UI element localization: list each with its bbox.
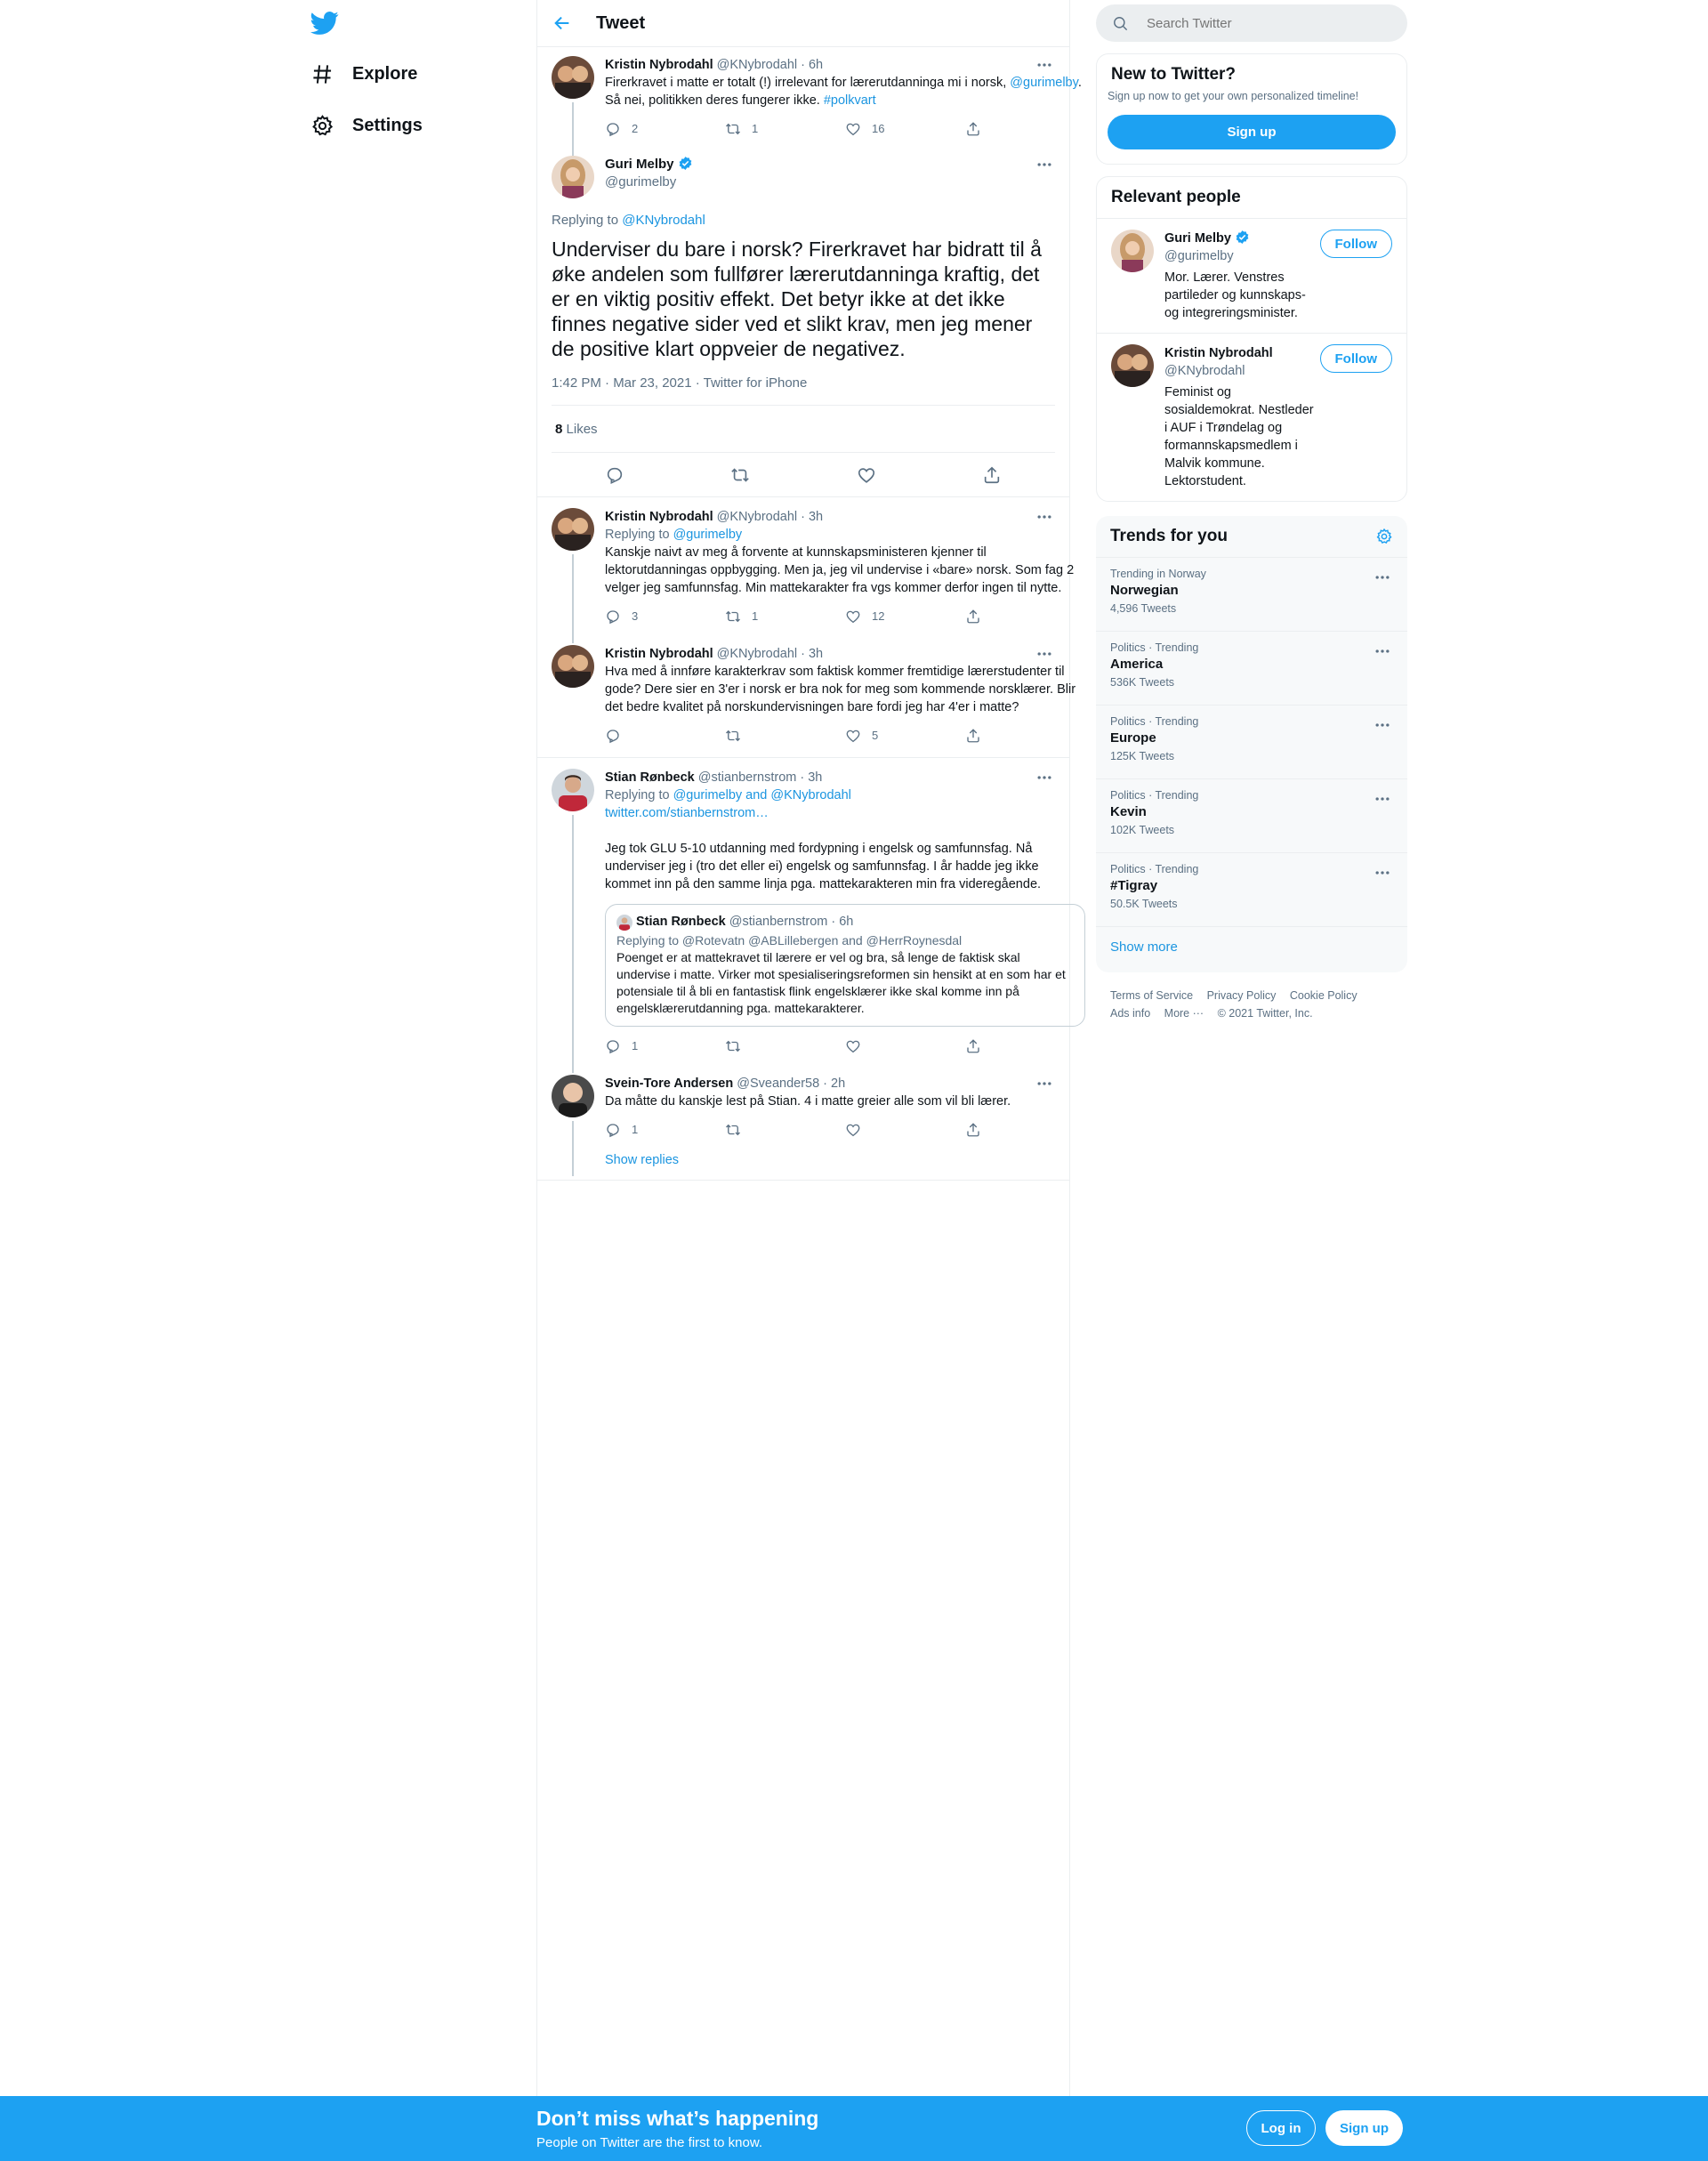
more-icon xyxy=(1035,645,1053,663)
more-options-button[interactable] xyxy=(1034,508,1055,526)
terms-link[interactable]: Terms of Service xyxy=(1110,989,1194,1002)
trend-count: 125K Tweets xyxy=(1110,750,1175,762)
more-options-button[interactable] xyxy=(1372,864,1393,882)
trend-item[interactable] xyxy=(1096,778,1407,852)
author-name[interactable]: Kristin Nybrodahl xyxy=(605,58,713,72)
log-in-button[interactable]: Log in xyxy=(1246,2110,1316,2146)
card-subtitle: Sign up now to get your own personalized timeline! xyxy=(1108,90,1359,102)
reply-icon xyxy=(605,728,621,744)
verified-badge-icon xyxy=(1235,230,1250,245)
card-title: Trends for you xyxy=(1110,527,1228,545)
author-handle: @stianbernstrom xyxy=(729,915,828,929)
nav-settings-label: Settings xyxy=(352,115,423,135)
footer-links xyxy=(1096,972,1407,1036)
author-handle[interactable]: @KNybrodahl xyxy=(716,58,798,72)
mention-link[interactable]: @gurimelby xyxy=(1010,76,1078,90)
tweet-actions xyxy=(605,1114,1085,1146)
heart-icon xyxy=(845,728,861,744)
share-icon xyxy=(965,609,981,625)
avatar[interactable] xyxy=(552,56,594,99)
tweet-time[interactable]: · 3h xyxy=(801,647,824,661)
card-title: New to Twitter? xyxy=(1111,65,1237,84)
thread-dots xyxy=(572,1146,574,1171)
like-count: 12 xyxy=(872,609,885,623)
heart-icon[interactable] xyxy=(857,465,876,485)
gear-icon xyxy=(310,114,334,138)
ads-info-link[interactable]: Ads info xyxy=(1110,1007,1151,1020)
avatar[interactable] xyxy=(552,508,594,551)
tweet-actions xyxy=(605,113,1085,145)
share-icon xyxy=(965,728,981,744)
more-options-button[interactable] xyxy=(1034,156,1055,173)
avatar-column xyxy=(552,769,594,1062)
more-link[interactable]: More ··· xyxy=(1164,1007,1204,1020)
retweet-count: 1 xyxy=(752,122,759,135)
bottom-signup-bar xyxy=(0,2096,1708,2161)
nav-explore[interactable] xyxy=(310,53,417,94)
twitter-logo-icon[interactable] xyxy=(310,9,346,37)
more-options-button[interactable] xyxy=(1034,1075,1055,1093)
tweet-timestamp[interactable]: 1:42 PM · Mar 23, 2021 · Twitter for iPhone xyxy=(552,375,808,391)
main-column xyxy=(536,0,1082,2098)
search-bar[interactable] xyxy=(1096,4,1407,42)
focused-tweet-actions xyxy=(537,453,1069,497)
tweet-body xyxy=(605,508,1085,633)
like-count: 5 xyxy=(872,729,879,742)
reply-button[interactable] xyxy=(605,608,725,625)
hashtag-icon xyxy=(310,62,334,86)
avatar-column xyxy=(552,56,594,145)
mention-link[interactable]: @gurimelby xyxy=(673,528,743,542)
sign-up-button[interactable]: Sign up xyxy=(1325,2110,1403,2146)
thread-line xyxy=(572,554,574,643)
like-count: 16 xyxy=(872,122,885,135)
like-button[interactable] xyxy=(845,727,965,745)
share-icon xyxy=(965,121,981,137)
more-icon xyxy=(1035,769,1053,786)
nav-explore-label: Explore xyxy=(352,63,418,84)
person-handle: @KNybrodahl xyxy=(1164,364,1245,378)
bottom-bar-subtitle: People on Twitter are the first to know. xyxy=(536,2135,763,2150)
trend-item[interactable] xyxy=(1096,705,1407,778)
author-handle[interactable]: @stianbernstrom xyxy=(697,770,797,785)
retweet-button[interactable] xyxy=(725,1122,845,1138)
focused-tweet xyxy=(537,145,1069,497)
share-button[interactable] xyxy=(965,121,1085,137)
more-icon xyxy=(1035,1075,1053,1093)
share-icon[interactable] xyxy=(982,465,1002,485)
mention-link[interactable]: @KNybrodahl xyxy=(622,213,705,228)
avatar[interactable] xyxy=(1111,230,1154,272)
trend-count: 536K Tweets xyxy=(1110,676,1175,689)
avatar[interactable] xyxy=(552,769,594,811)
share-button[interactable] xyxy=(965,609,1085,625)
share-button[interactable] xyxy=(965,1122,1085,1138)
replying-to xyxy=(552,213,1055,228)
more-options-button[interactable] xyxy=(1034,56,1055,74)
trends-card xyxy=(1096,516,1407,972)
show-replies-label: Show replies xyxy=(605,1153,680,1167)
reply-icon xyxy=(605,121,621,137)
person-item[interactable] xyxy=(1097,333,1406,501)
reply-count: 3 xyxy=(632,609,639,623)
hashtag-link[interactable]: #polkvart xyxy=(823,93,876,108)
author-handle[interactable]: @Sveander58 xyxy=(737,1076,820,1091)
trend-item[interactable] xyxy=(1096,557,1407,631)
heart-icon xyxy=(845,609,861,625)
copyright: © 2021 Twitter, Inc. xyxy=(1217,1007,1313,1020)
avatar-column xyxy=(552,508,594,633)
reply-icon xyxy=(605,1122,621,1138)
tweet-time: · 6h xyxy=(831,915,854,929)
trend-name: #Tigray xyxy=(1110,878,1158,893)
person-bio: Feminist og sosialdemokrat. Nestleder i AUF i Trøndelag og formannskapsmedlem i Malvik kommune. Lektorstudent. xyxy=(1164,385,1314,488)
share-button[interactable] xyxy=(965,1038,1085,1054)
tweet-text: Underviser du bare i norsk? Firerkravet har bidratt til å øke andelen som fullfører lærerutdanninga kraftig, det er en viktig positiv effekt. Det betyr ikke at det ikke finnes negative sider ved et slikt krav, men jeg mener de positive klart oppveier de negativez. xyxy=(552,238,1042,360)
avatar[interactable] xyxy=(552,645,594,688)
reply-icon xyxy=(605,1038,621,1054)
retweet-icon xyxy=(725,1038,741,1054)
avatar[interactable] xyxy=(552,156,594,198)
avatar[interactable] xyxy=(1111,344,1154,387)
heart-icon xyxy=(845,1038,861,1054)
author-handle[interactable]: @gurimelby xyxy=(605,174,677,189)
tweet-header xyxy=(537,0,1069,47)
more-icon xyxy=(1035,508,1053,526)
url-link[interactable]: twitter.com/stianbernstrom… xyxy=(605,806,769,820)
reply-tweet[interactable] xyxy=(537,497,1075,633)
like-button[interactable] xyxy=(845,1038,965,1054)
more-icon xyxy=(1035,56,1053,74)
replying-label: Replying to xyxy=(605,528,673,542)
trend-item[interactable] xyxy=(1096,631,1407,705)
reply-tweet[interactable] xyxy=(537,1062,1069,1146)
reply-icon xyxy=(605,609,621,625)
new-to-twitter-card xyxy=(1096,53,1407,165)
tweet-body xyxy=(605,56,1085,145)
person-item[interactable] xyxy=(1097,218,1406,333)
reply-button[interactable] xyxy=(605,728,725,744)
trend-name: Kevin xyxy=(1110,804,1147,819)
author-handle[interactable]: @KNybrodahl xyxy=(716,510,798,524)
tweet-text-part: Firerkravet i matte er totalt (!) irrelevant for lærerutdanninga mi i norsk, xyxy=(605,76,1011,90)
search-icon xyxy=(1112,15,1129,32)
person-handle: @gurimelby xyxy=(1164,249,1234,263)
quote-text: Poenget er at mattekravet til lærere er vel og bra, så lenge de faktisk skal undervise i matte. Virker mot spesialiseringsreformen sin hensikt at en som har et potensiale til å bli en fantastisk flink engelsklærer ikke skal komme inn på engelsklærerutdanning pga. mattekarakterer. xyxy=(616,950,1066,1015)
author-name[interactable]: Stian Rønbeck xyxy=(605,770,695,785)
parent-tweet[interactable] xyxy=(537,47,1082,145)
retweet-icon xyxy=(725,1122,741,1138)
author-name[interactable]: Kristin Nybrodahl xyxy=(605,647,713,661)
trend-context: Politics · Trending xyxy=(1110,863,1199,875)
retweet-button[interactable] xyxy=(725,1038,845,1054)
more-icon xyxy=(1374,568,1391,586)
tweet-body xyxy=(605,645,1085,752)
likes-stat[interactable] xyxy=(552,405,1055,453)
quoted-tweet[interactable] xyxy=(605,904,1085,1027)
trend-count: 102K Tweets xyxy=(1110,824,1175,836)
replying-to: Replying to @Rotevatn @ABLillebergen and @HerrRoynesdal xyxy=(616,933,963,947)
right-sidebar xyxy=(1096,0,1407,1036)
share-button[interactable] xyxy=(965,728,1085,744)
sign-up-button[interactable]: Sign up xyxy=(1108,115,1396,149)
retweet-button[interactable] xyxy=(725,608,845,625)
show-replies-link[interactable] xyxy=(537,1146,1069,1181)
retweet-icon xyxy=(725,728,741,744)
retweet-icon[interactable] xyxy=(730,465,750,485)
thread-line xyxy=(572,815,574,1073)
trend-context: Politics · Trending xyxy=(1110,789,1199,802)
mention-link[interactable]: @gurimelby and @KNybrodahl xyxy=(673,788,851,802)
likes-count: 8 xyxy=(555,421,563,437)
tweet-body xyxy=(605,769,1085,1062)
tweet-body xyxy=(605,1075,1085,1146)
share-icon xyxy=(965,1122,981,1138)
more-icon xyxy=(1374,716,1391,734)
avatar xyxy=(616,915,632,931)
retweet-icon xyxy=(725,121,741,137)
more-icon xyxy=(1374,642,1391,660)
trend-context: Trending in Norway xyxy=(1110,568,1206,580)
tweet-text: Kanskje naivt av meg å forvente at kunnskapsministeren kjenner til lektorutdanningas oppbygging. Men ja, jeg vil undervise i «bare» norsk. Som fag 2 velger jeg samfunnsfag. Min mattekarakter fra vgs kommer derfor ingen til nytte. xyxy=(605,545,1075,595)
person-bio: Mor. Lærer. Venstres partileder og kunnskaps- og integreringsminister. xyxy=(1164,270,1306,320)
tweet-actions xyxy=(605,720,1085,752)
author-name: Stian Rønbeck xyxy=(636,915,726,929)
page-title: Tweet xyxy=(596,12,646,33)
reply-icon[interactable] xyxy=(605,465,624,485)
tweet-time[interactable]: · 3h xyxy=(801,510,824,524)
privacy-link[interactable]: Privacy Policy xyxy=(1206,989,1277,1002)
reply-button[interactable] xyxy=(605,1121,725,1139)
like-button[interactable] xyxy=(845,608,965,625)
like-button[interactable] xyxy=(845,1122,965,1138)
trend-name: Norwegian xyxy=(1110,583,1179,598)
reply-count: 1 xyxy=(632,1039,639,1052)
replying-label: Replying to xyxy=(552,213,623,228)
tweet-text: Da måtte du kanskje lest på Stian. 4 i matte greier alle som vil bli lærer. xyxy=(605,1094,1011,1109)
reply-button[interactable] xyxy=(605,1037,725,1055)
person-name[interactable]: Guri Melby xyxy=(1164,231,1231,246)
tweet-time[interactable]: · 6h xyxy=(801,58,824,72)
more-options-button[interactable] xyxy=(1372,716,1393,734)
back-button[interactable] xyxy=(537,0,587,47)
more-options-button[interactable] xyxy=(1372,642,1393,660)
trend-name: America xyxy=(1110,657,1164,672)
trend-count: 50.5K Tweets xyxy=(1110,898,1178,910)
cookie-link[interactable]: Cookie Policy xyxy=(1289,989,1358,1002)
author-name[interactable]: Svein-Tore Andersen xyxy=(605,1076,734,1091)
share-icon xyxy=(965,1038,981,1054)
author-handle[interactable]: @KNybrodahl xyxy=(716,647,798,661)
bottom-bar-title: Don’t miss what’s happening xyxy=(536,2107,819,2130)
trend-context: Politics · Trending xyxy=(1110,641,1199,654)
tweet-time[interactable]: · 2h xyxy=(823,1076,846,1091)
avatar[interactable] xyxy=(552,1075,594,1117)
retweet-button[interactable] xyxy=(725,120,845,138)
more-options-button[interactable] xyxy=(1034,769,1055,786)
reply-tweet[interactable] xyxy=(537,633,1076,758)
person-name[interactable]: Kristin Nybrodahl xyxy=(1164,346,1273,360)
retweet-count: 1 xyxy=(752,609,759,623)
heart-icon xyxy=(845,1122,861,1138)
author-name[interactable]: Guri Melby xyxy=(605,157,674,172)
tweet-text xyxy=(605,74,1085,109)
tweet-text: Jeg tok GLU 5-10 utdanning med fordypning i engelsk og samfunnsfag. Nå underviser jeg i (tro det eller ei) engelsk og samfunnsfag. I år hadde jeg ikke kommet inn på den samme linja pga. mattekarakteren min fra videregående. xyxy=(605,842,1042,891)
more-options-button[interactable] xyxy=(1372,790,1393,808)
trend-count: 4,596 Tweets xyxy=(1110,602,1177,615)
nav-settings[interactable] xyxy=(310,105,423,146)
trend-name: Europe xyxy=(1110,730,1156,746)
follow-button[interactable]: Follow xyxy=(1320,230,1393,258)
tweet-text-part: . Så nei, politikken deres fungerer ikke. xyxy=(605,76,1082,108)
reply-tweet[interactable] xyxy=(537,758,1069,1062)
more-options-button[interactable] xyxy=(1034,645,1055,663)
more-icon xyxy=(1374,790,1391,808)
relevant-people-card xyxy=(1096,176,1407,502)
arrow-left-icon xyxy=(552,13,572,33)
trend-context: Politics · Trending xyxy=(1110,715,1199,728)
heart-icon xyxy=(845,121,861,137)
avatar-column xyxy=(552,645,594,752)
more-icon xyxy=(1035,156,1053,173)
retweet-icon xyxy=(725,609,741,625)
gear-icon[interactable] xyxy=(1375,528,1393,545)
replying-to xyxy=(605,526,1085,544)
likes-label: Likes xyxy=(566,421,598,437)
verified-badge-icon xyxy=(678,156,693,171)
search-input[interactable] xyxy=(1147,16,1360,31)
tweet-actions xyxy=(605,1030,1085,1062)
author-name[interactable]: Kristin Nybrodahl xyxy=(605,510,713,524)
more-options-button[interactable] xyxy=(1372,568,1393,586)
more-icon xyxy=(1374,864,1391,882)
follow-button[interactable]: Follow xyxy=(1320,344,1393,373)
show-more-link[interactable]: Show more xyxy=(1096,926,1407,972)
tweet-time[interactable]: · 3h xyxy=(800,770,823,785)
reply-button[interactable] xyxy=(605,120,725,138)
replying-label: Replying to xyxy=(605,788,673,802)
replying-to xyxy=(605,786,1085,804)
trend-item[interactable] xyxy=(1096,852,1407,926)
like-button[interactable] xyxy=(845,120,965,138)
card-title: Relevant people xyxy=(1111,188,1241,206)
reply-count: 2 xyxy=(632,122,639,135)
tweet-text: Hva med å innføre karakterkrav som faktisk kommer fremtidige lærerstudenter til gode? Dere sier en 3'er i norsk er bra nok for meg som kommende norsklærer. Blir det bedre kvalitet på norskundervisningen bare fordi jeg har 4'er i matte? xyxy=(605,665,1076,714)
retweet-button[interactable] xyxy=(725,728,845,744)
tweet-actions xyxy=(605,601,1085,633)
avatar-column xyxy=(552,1075,594,1146)
reply-count: 1 xyxy=(632,1123,639,1136)
